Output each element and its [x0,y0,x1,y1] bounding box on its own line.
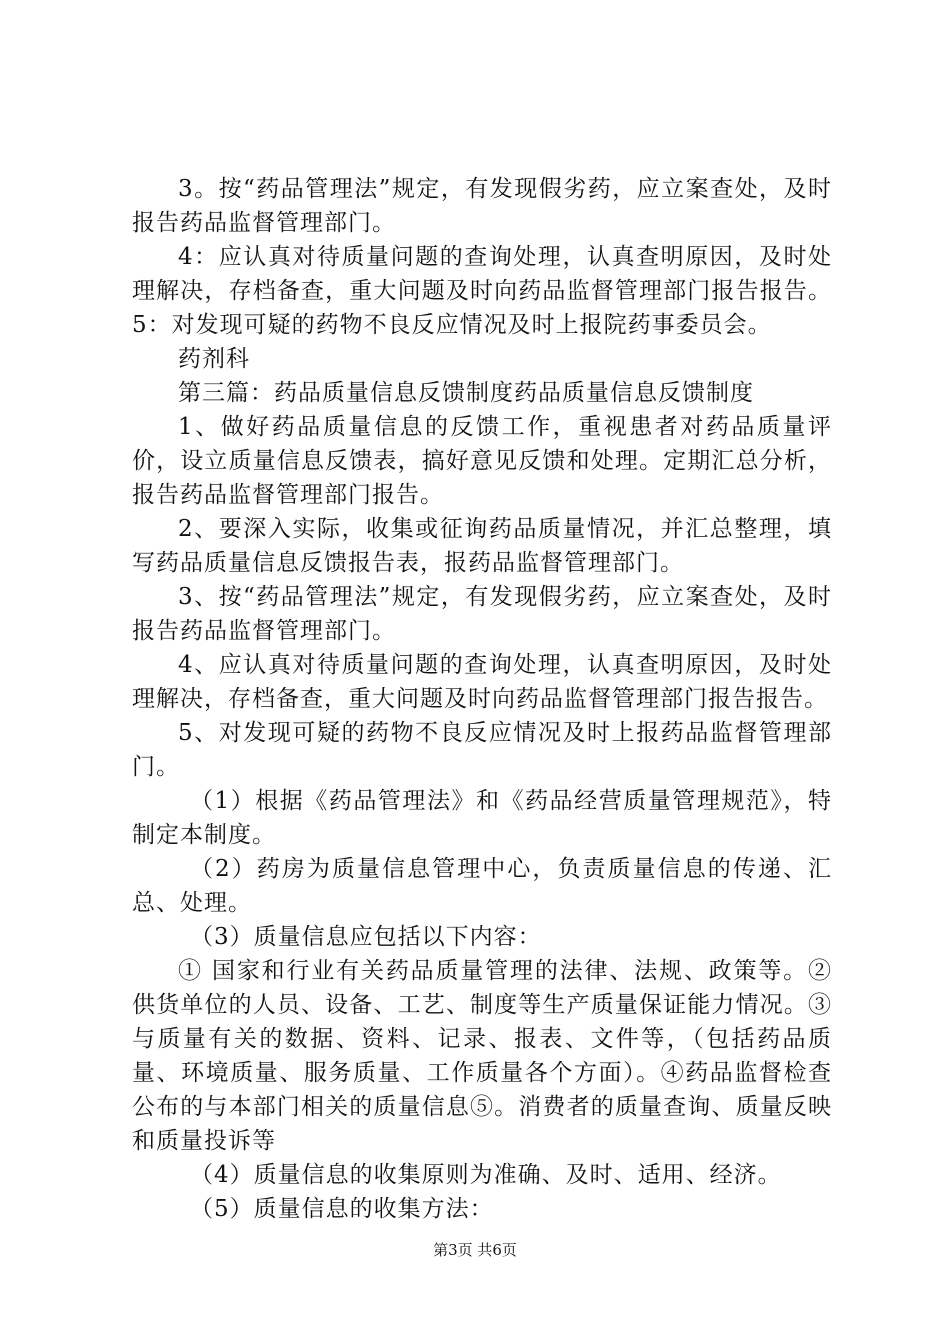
paragraph: （5）质量信息的收集方法： [190,1196,494,1222]
paragraph: 5、对发现可疑的药物不良反应情况及时上报药品监督管理部门。 [132,720,832,780]
paragraph: （1）根据《药品管理法》和《药品经营质量管理规范》，特制定本制度。 [132,788,832,848]
paragraph: 1、做好药品质量信息的反馈工作，重视患者对药品质量评价，设立质量信息反馈表，搞好意见反馈和处理。定期汇总分析，报告药品监督管理部门报告。 [132,414,832,508]
paragraph: （4）质量信息的收集原则为准确、及时、适用、经济。 [190,1162,782,1188]
paragraph: （2）药房为质量信息管理中心，负责质量信息的传递、汇总、处理。 [132,856,832,916]
paragraph: （3）质量信息应包括以下内容： [190,924,542,950]
paragraph: 3、按“药品管理法”规定，有发现假劣药，应立案查处，及时报告药品监督管理部门。 [132,584,832,644]
paragraph: 2、要深入实际，收集或征询药品质量情况，并汇总整理，填写药品质量信息反馈报告表，报药品监督管理部门。 [132,516,832,576]
paragraph: 4、应认真对待质量问题的查询处理，认真查明原因，及时处理解决，存档备查，重大问题及时向药品监督管理部门报告报告。 [132,652,832,712]
page-number-footer: 第3页 共6页 [433,1241,517,1259]
paragraph: 3。按“药品管理法”规定，有发现假劣药，应立案查处，及时报告药品监督管理部门。 [132,176,832,236]
paragraph: ① 国家和行业有关药品质量管理的法律、法规、政策等。②供货单位的人员、设备、工艺、制度等生产质量保证能力情况。③与质量有关的数据、资料、记录、报表、文件等，（包括药品质量、环境质量、服务质量、工作质量各个方面）。④药品监督检查公布的与本部门相关的质量信息⑤。消费者的质量查询、质量反映和质量投诉等 [132,958,832,1154]
department-name: 药剂科 [178,346,250,372]
document-body [132,172,832,1226]
paragraph: 4：应认真对待质量问题的查询处理，认真查明原因，及时处理解决，存档备查，重大问题及时向药品监督管理部门报告报告。5：对发现可疑的药物不良反应情况及时上报院药事委员会。 [132,244,832,338]
section-title: 第三篇：药品质量信息反馈制度药品质量信息反馈制度 [178,380,754,406]
